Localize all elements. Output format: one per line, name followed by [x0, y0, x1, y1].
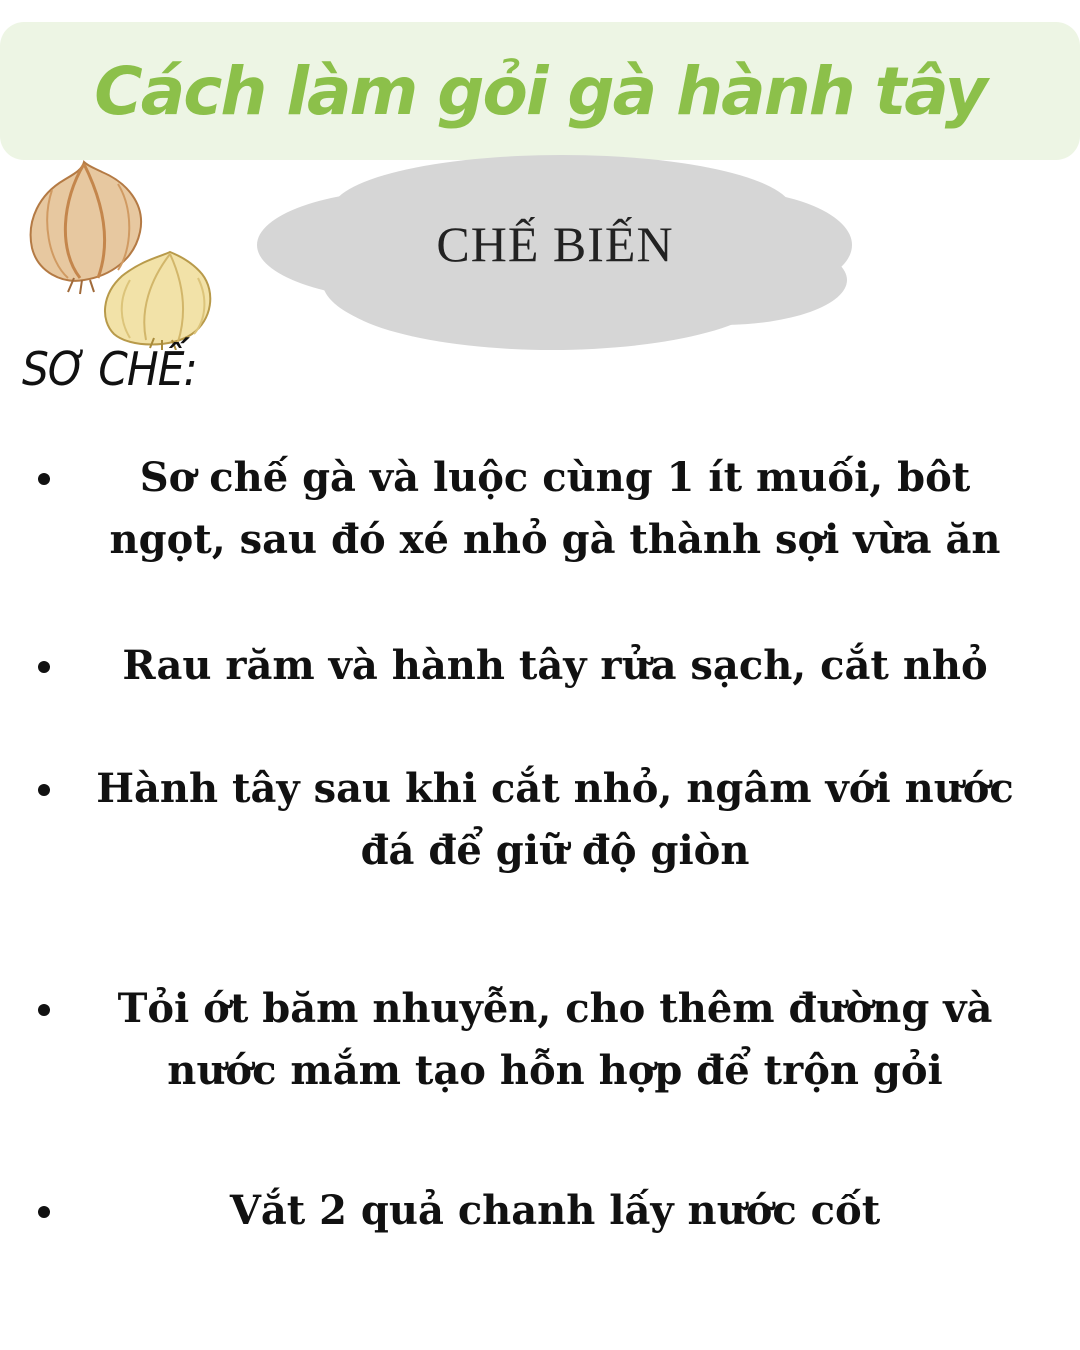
bullet-icon: [38, 1206, 50, 1218]
section-label: CHẾ BIẾN: [436, 216, 674, 272]
step-text: Rau răm và hành tây rửa sạch, cắt nhỏ: [122, 642, 988, 689]
step-text: Hành tây sau khi cắt nhỏ, ngâm với nước đá để giữ độ giòn: [96, 765, 1014, 874]
onion-illustration: [22, 160, 222, 350]
step-text: Sơ chế gà và luộc cùng 1 ít muối, bôt ngọt, sau đó xé nhỏ gà thành sợi vừa ăn: [109, 454, 1001, 563]
bullet-icon: [38, 784, 50, 796]
bullet-icon: [38, 661, 50, 673]
step-text: Vắt 2 quả chanh lấy nước cốt: [229, 1187, 881, 1234]
step-text: Tỏi ớt băm nhuyễn, cho thêm đường và nước mắm tạo hỗn hợp để trộn gỏi: [117, 985, 993, 1094]
page-title: Cách làm gỏi gà hành tây: [94, 52, 986, 130]
sub-heading: SƠ CHẾ:: [22, 342, 197, 396]
bullet-icon: [38, 473, 50, 485]
bullet-icon: [38, 1004, 50, 1016]
